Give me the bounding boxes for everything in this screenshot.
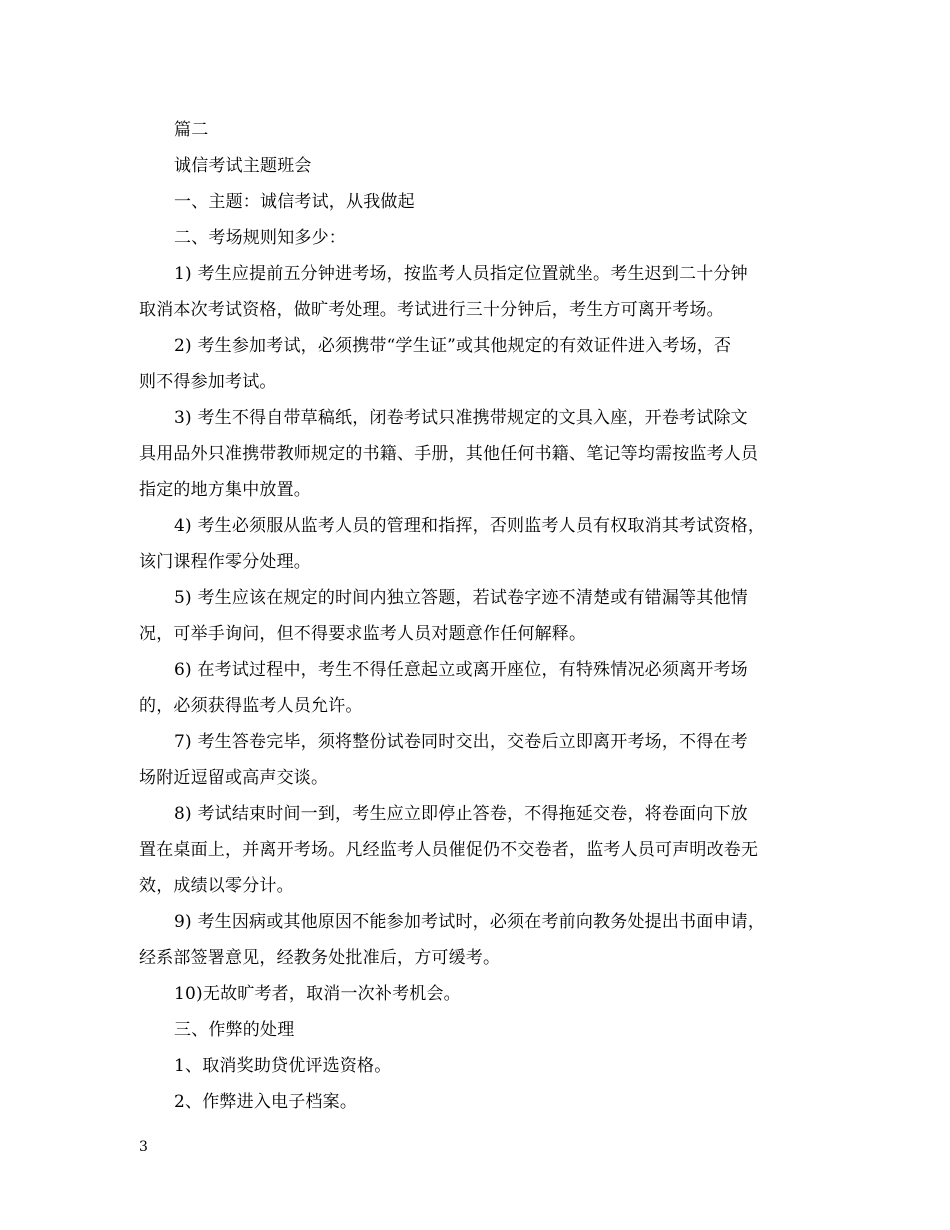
text-line: 1) 考生应提前五分钟进考场，按监考人员指定位置就坐。考生迟到二十分钟 xyxy=(174,264,748,284)
text-line: 指定的地方集中放置。 xyxy=(139,480,311,500)
text-line: 三、作弊的处理 xyxy=(174,1020,295,1040)
text-line: 的，必须获得监考人员允许。 xyxy=(139,696,363,716)
text-line: 诚信考试主题班会 xyxy=(174,156,312,176)
text-line: 6) 在考试过程中，考生不得任意起立或离开座位，有特殊情况必须离开考场 xyxy=(174,660,748,680)
text-line: 10)无故旷考者，取消一次补考机会。 xyxy=(174,984,461,1004)
text-line: 篇二 xyxy=(174,120,209,140)
text-line: 场附近逗留或高声交谈。 xyxy=(139,768,329,788)
text-line: 效，成绩以零分计。 xyxy=(139,876,294,896)
text-line: 8) 考试结束时间一到，考生应立即停止答卷，不得拖延交卷，将卷面向下放 xyxy=(174,804,748,824)
text-line: 该门课程作零分处理。 xyxy=(139,552,311,572)
text-line: 9) 考生因病或其他原因不能参加考试时，必须在考前向教务处提出书面申请， xyxy=(174,912,766,932)
text-line: 5) 考生应该在规定的时间内独立答题，若试卷字迹不清楚或有错漏等其他情 xyxy=(174,588,748,608)
text-line: 3) 考生不得自带草稿纸，闭卷考试只准携带规定的文具入座，开卷考试除文 xyxy=(174,408,748,428)
text-line: 取消本次考试资格，做旷考处理。考试进行三十分钟后，考生方可离开考场。 xyxy=(139,300,724,320)
text-line: 7) 考生答卷完毕，须将整份试卷同时交出，交卷后立即离开考场，不得在考 xyxy=(174,732,748,752)
text-line: 2、作弊进入电子档案。 xyxy=(174,1092,358,1112)
document-body xyxy=(139,112,814,1120)
text-line: 一、主题：诚信考试，从我做起 xyxy=(174,192,415,212)
page-number: 3 xyxy=(139,1139,148,1155)
text-line: 置在桌面上，并离开考场。凡经监考人员催促仍不交卷者，监考人员可声明改卷无 xyxy=(139,840,759,860)
text-line: 则不得参加考试。 xyxy=(139,372,277,392)
text-line: 二、考场规则知多少： xyxy=(174,228,346,248)
text-line: 4) 考生必须服从监考人员的管理和指挥，否则监考人员有权取消其考试资格， xyxy=(174,516,766,536)
text-line: 经系部签署意见，经教务处批准后，方可缓考。 xyxy=(139,948,501,968)
text-line: 况，可举手询问，但不得要求监考人员对题意作任何解释。 xyxy=(139,624,587,644)
text-line: 1、取消奖助贷优评选资格。 xyxy=(174,1056,392,1076)
text-line: 具用品外只准携带教师规定的书籍、手册，其他任何书籍、笔记等均需按监考人员 xyxy=(139,444,759,464)
text-line: 2) 考生参加考试，必须携带“学生证”或其他规定的有效证件进入考场，否 xyxy=(174,336,732,356)
